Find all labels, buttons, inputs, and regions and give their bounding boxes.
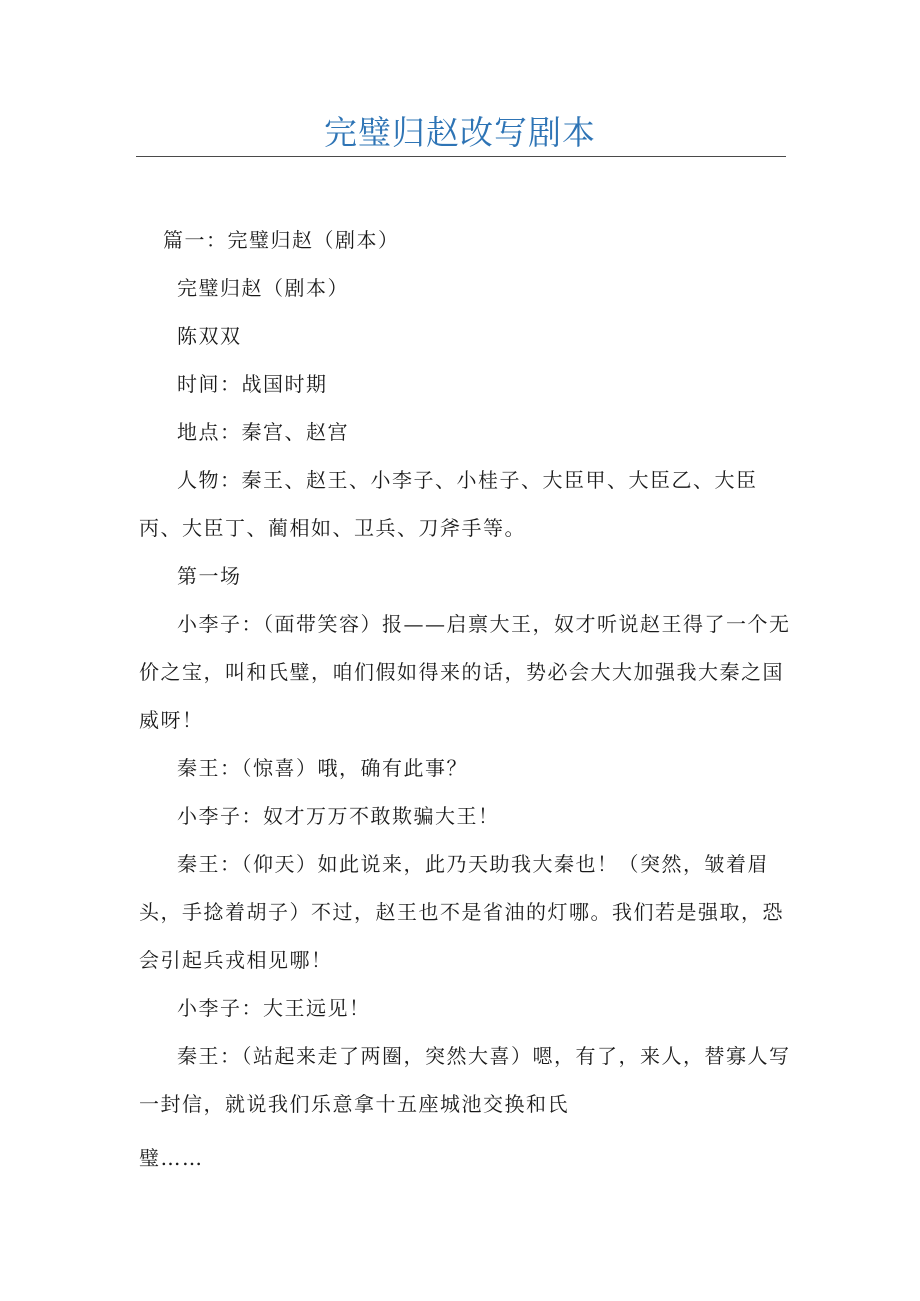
paragraph-author: 陈双双 [177, 324, 242, 348]
document-title: 完璧归赵改写剧本 [324, 113, 596, 152]
paragraph-section-heading: 篇一：完璧归赵（剧本） [163, 228, 400, 252]
paragraph-script-title: 完璧归赵（剧本） [177, 276, 349, 300]
paragraph-dialogue: 秦王：（仰天）如此说来，此乃天助我大秦也！（突然，皱着眉头，手捻着胡子）不过，赵王也不是省油的灯哪。我们若是强取，恐会引起兵戎相见哪！ [139, 852, 784, 972]
title-underline [136, 156, 786, 157]
paragraph-dialogue: 小李子：奴才万万不敢欺骗大王！ [177, 804, 500, 828]
paragraph-time: 时间：战国时期 [177, 372, 328, 396]
paragraph-dialogue: 秦王：（惊喜）哦，确有此事？ [177, 756, 468, 780]
paragraph-characters: 人物：秦王、赵王、小李子、小桂子、大臣甲、大臣乙、大臣丙、大臣丁、蔺相如、卫兵、刀斧手等。 [139, 468, 758, 540]
paragraph-scene-one: 第一场 [177, 564, 242, 588]
paragraph-dialogue: 秦王：（站起来走了两圈，突然大喜）嗯，有了，来人，替寡人写一封信，就说我们乐意拿十五座城池交换和氏 [139, 1044, 791, 1116]
paragraph-place: 地点：秦宫、赵宫 [177, 420, 349, 444]
paragraph-dialogue: 小李子：（面带笑容）报——启禀大王，奴才听说赵王得了一个无价之宝，叫和氏璧，咱们假如得来的话，势必会大大加强我大秦之国威呀！ [139, 612, 791, 732]
paragraph-continuation: 璧…… [139, 1146, 204, 1170]
paragraph-dialogue: 小李子：大王远见！ [177, 996, 371, 1020]
